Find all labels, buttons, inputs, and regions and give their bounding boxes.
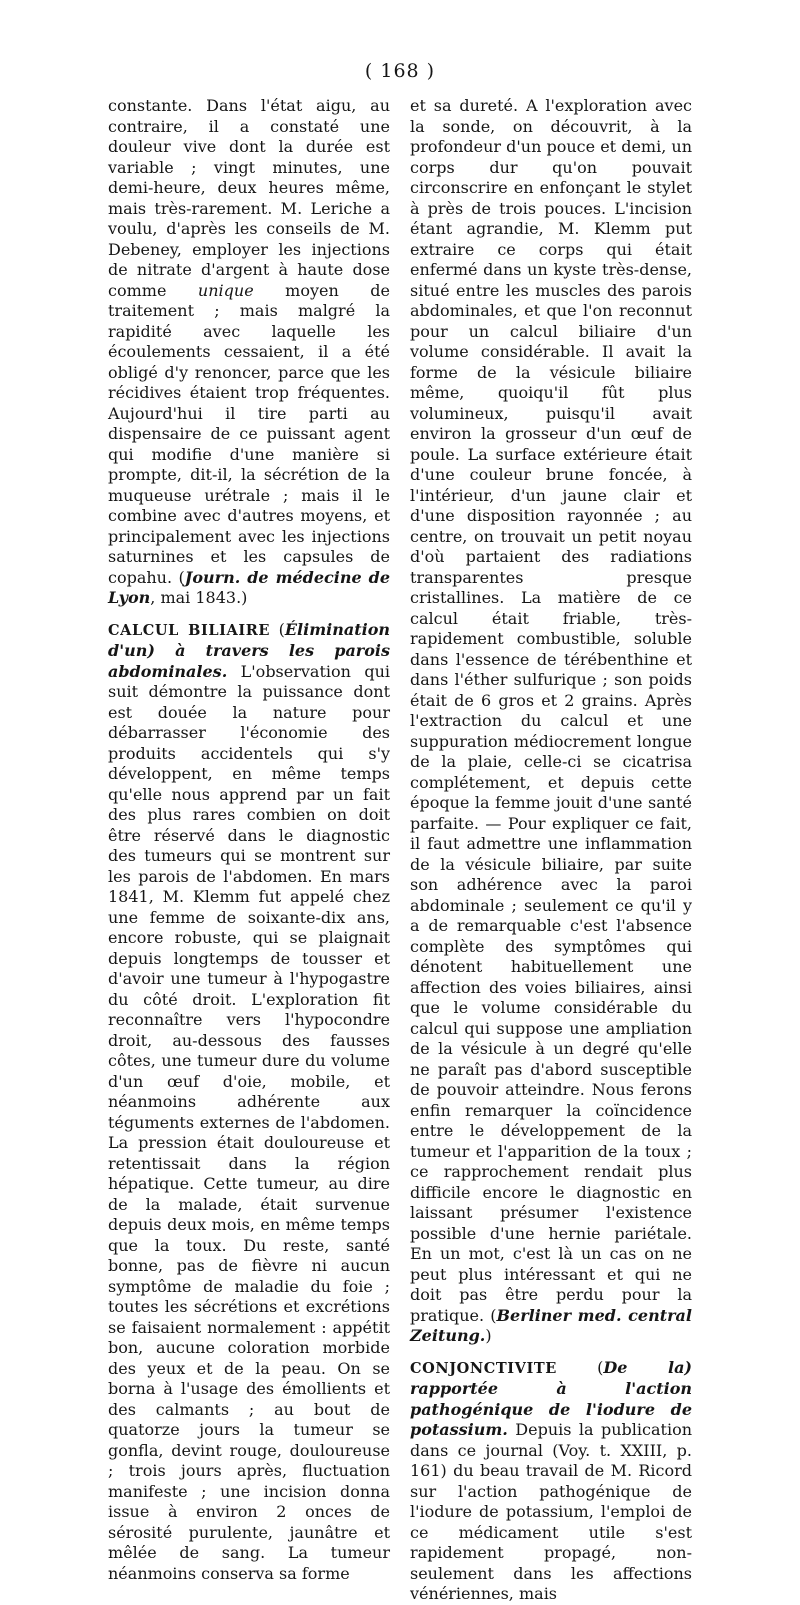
article-body: Depuis la publication dans ce journal (Voy. t. XXIII, p. 161) du beau travail de M. Ricord sur l'action pathogénique de l'iodure de potassium, l'emploi de ce médicament utile s'est rapidement propagé, non-seulement dans les affections vénériennes, mais: [410, 1420, 692, 1603]
article-subtitle-open: (: [270, 619, 285, 639]
source-citation: Journ. de médecine de Lyon: [108, 567, 390, 607]
page-number: ( 168 ): [364, 60, 436, 82]
paragraph-text: moyen de traitement ; mais malgré la rapidité avec laquelle les écoulements cessaient, il a été obligé d'y renoncer, parce que les récidives étaient trop fréquentes. Aujourd'hui il tire parti au dispensaire de ce puissant agent qui modifie d'une manière si prompte, dit-il, la sécrétion de la muqueuse urétrale ; mais il le combine avec d'autres moyens, et principalement avec les injections saturnines et les capsules de copahu. (: [108, 280, 391, 587]
citation-close: ): [485, 1326, 492, 1345]
citation-date: , mai 1843.): [150, 588, 248, 607]
article-headword: CALCUL BILIAIRE: [108, 621, 271, 639]
article-conjonctivite: [410, 1358, 692, 1605]
paragraph-calcul-continuation: [410, 96, 692, 1347]
emphasis-unique: unique: [197, 280, 254, 300]
article-body: L'observation qui suit démontre la puissance dont est douée la nature pour débarrasser l'économie des produits accidentels qui s'y développent, en même temps qu'elle nous apprend par un fait des plus rares combien on doit être réservé dans le diagnostic des tumeurs qui se montrent sur les parois de l'abdomen. En mars 1841, M. Klemm fut appelé chez une femme de soixante-dix ans, encore robuste, qui se plaignait depuis longtemps de tousser et d'avoir une tumeur à l'hypogastre du côté droit. L'exploration fit reconnaître vers l'hypocondre droit, au-dessous des fausses côtes, une tumeur dure du volume d'un œuf d'oie, mobile, et néanmoins adhérente aux téguments externes de l'abdomen. La pression était douloureuse et retentissait dans la région hépatique. Cette tumeur, au dire de la malade, était survenue depuis deux mois, en même temps que la toux. Du reste, santé bonne, pas de fièvre ni aucun symptôme de maladie du foie ; toutes les sécrétions et excrétions se faisaient normalement : appétit bon, aucune coloration morbide des yeux et de la peau. On se borna à l'usage des émollients et des calmants ; au bout de quatorze jours la tumeur se gonfla, devint rouge, douloureuse ; trois jours après, fluctuation manifeste ; une incision donna issue à environ 2 onces de sérosité purulente, jaunâtre et mêlée de sang. La tumeur néanmoins conserva sa forme: [108, 661, 390, 1583]
article-subtitle: De la) rapportée à l'action pathogénique de l'iodure de potassium.: [410, 1357, 692, 1439]
article-calcul-biliaire: [108, 620, 390, 1585]
left-column: [108, 96, 390, 1584]
article-subtitle: Élimination d'un) à travers les parois abdominales.: [108, 619, 390, 681]
article-headword: CONJONCTIVITE: [410, 1359, 557, 1377]
source-citation: Berliner med. central Zeitung.: [410, 1305, 692, 1345]
right-column: [410, 96, 692, 1605]
paragraph-gonorrhea-continuation: [108, 96, 390, 609]
paragraph-text: et sa dureté. A l'exploration avec la sonde, on découvrit, à la profondeur d'un pouce et demi, un corps dur qu'on pouvait circonscrire en enfonçant le stylet à près de trois pouces. L'incision étant agrandie, M. Klemm put extraire ce corps qui était enfermé dans un kyste très-dense, situé entre les muscles des parois abdominales, et que l'on reconnut pour un calcul biliaire d'un volume considérable. Il avait la forme de la vésicule biliaire même, quoiqu'il fût plus volumineux, puisqu'il avait environ la grosseur d'un œuf de poule. La surface extérieure était d'une couleur brune foncée, à l'intérieur, d'un jaune clair et d'une disposition rayonnée ; au centre, on trouvait un petit noyau d'où partaient des radiations transparentes presque cristallines. La matière de ce calcul était friable, très-rapidement combustible, soluble dans l'essence de térébenthine et dans l'éther sulfurique ; son poids était de 6 gros et 2 grains. Après l'extraction du calcul et une suppuration médiocrement longue de la plaie, celle-ci se cicatrisa complétement, et depuis cette époque la femme jouit d'une santé parfaite. — Pour expliquer ce fait, il faut admettre une inflammation de la vésicule biliaire, par suite son adhérence avec la paroi abdominale ; seulement ce qu'il y a de remarquable c'est l'absence complète des symptômes qui dénotent habituellement une affection des voies biliaires, ainsi que le volume considérable du calcul qui suppose une ampliation de la vésicule à un degré qu'elle ne paraît pas d'abord susceptible de pouvoir atteindre. Nous ferons enfin remarquer la coïncidence entre le développement de la tumeur et l'apparition de la toux ; ce rapprochement rendait plus difficile encore le diagnostic en laissant présumer l'existence possible d'une hernie pariétale. En un mot, c'est là un cas on ne peut plus intéressant et qui ne doit pas être perdu pour la pratique. (: [410, 96, 692, 1325]
paragraph-text: constante. Dans l'état aigu, au contraire, il a constaté une douleur vive dont la durée est variable ; vingt minutes, une demi-heure, deux heures même, mais très-rarement. M. Leriche a voulu, d'après les conseils de M. Debeney, employer les injections de nitrate d'argent à haute dose comme: [108, 96, 390, 300]
article-subtitle-open: (: [556, 1357, 604, 1377]
